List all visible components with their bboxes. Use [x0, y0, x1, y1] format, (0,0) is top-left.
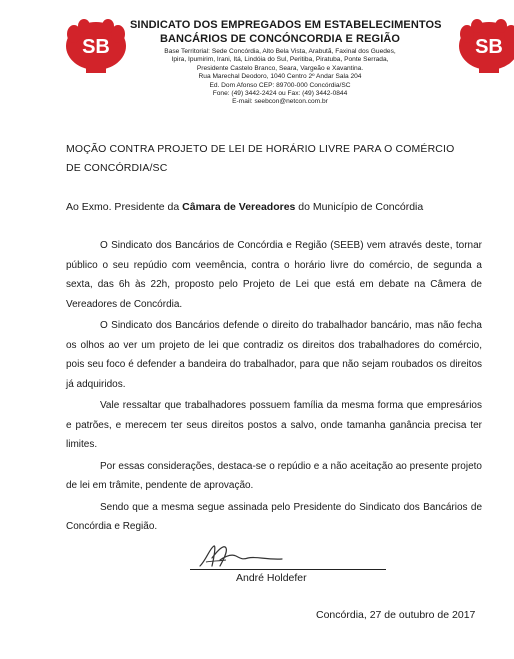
document-subject	[66, 140, 486, 178]
salutation	[66, 200, 486, 214]
sb-hand-logo-icon	[455, 14, 514, 74]
address-line: Base Territorial: Sede Concórdia, Alto Bela Vista, Arabutã, Faxinal dos Guedes,	[164, 48, 396, 55]
subject-line2: DE CONCÓRDIA/SC	[66, 162, 168, 174]
union-logo-left	[62, 14, 130, 74]
sb-hand-logo-icon	[62, 14, 130, 74]
letterhead	[130, 18, 442, 107]
body-paragraph: O Sindicato dos Bancários defende o direito do trabalhador bancário, mas não fecha os olhos ao ver um projeto de lei que contradiz os direitos dos trabalhadores do comércio, pois seu foco é defender a bandeira do trabalhador, para que não sejam roubados os direitos já adquiridos.	[66, 320, 482, 390]
signature-icon	[196, 540, 286, 572]
address-line: Presidente Castelo Branco, Seara, Vargeão e Xavantina.	[196, 64, 364, 72]
org-name-line2: BANCÁRIOS DE CONCÓNCORDIA E REGIÃO	[159, 33, 401, 45]
body-paragraph: Sendo que a mesma segue assinada pelo Presidente do Sindicato dos Bancários de Concórdia e Região.	[66, 501, 482, 532]
address-block	[130, 48, 430, 107]
subject-line1: MOÇÃO CONTRA PROJETO DE LEI DE HORÁRIO LIVRE PARA O COMÉRCIO	[66, 143, 455, 155]
email-line: E-mail: seebcon@netcon.com.br	[232, 98, 328, 106]
body-paragraph: O Sindicato dos Bancários de Concórdia e Região (SEEB) vem através deste, tornar público o seu repúdio com veemência, contra o horário livre do comércio, de segunda a sexta, das 6h às 22h, proposto pelo Projeto de Lei que está em debate na Câmera de Vereadores de Concórdia.	[66, 240, 482, 310]
handwritten-signature	[196, 540, 286, 572]
salutation-before: Ao Exmo. Presidente da	[66, 201, 183, 213]
address-line: Ipira, Ipumirim, Irani, Itá, Lindóia do Sul, Peritiba, Piratuba, Ponte Serrada,	[171, 56, 389, 64]
body-paragraph: Vale ressaltar que trabalhadores possuem família da mesma forma que empresários e patrões, e merecem ter seus direitos postos a salvo, onde tamanha ganância precisa ter limites.	[66, 400, 482, 450]
org-name-line1: SINDICATO DOS EMPREGADOS EM ESTABELECIMENTOS	[130, 19, 442, 31]
signature-line	[190, 569, 386, 570]
body-paragraph: Por essas considerações, destaca-se o repúdio e a não aceitação ao presente projeto de lei em trâmite, pendente de aprovação.	[66, 460, 482, 491]
address-line: Rua Marechal Deodoro, 1040 Centro 2º Andar Sala 204	[198, 73, 362, 81]
svg-text:SB: SB	[82, 36, 110, 58]
address-line: Fone: (49) 3442-2424 ou Fax: (49) 3442-0844	[212, 90, 348, 98]
place-and-date: Concórdia, 27 de outubro de 2017	[316, 609, 476, 621]
union-logo-right	[455, 14, 514, 74]
svg-text:SB: SB	[475, 36, 503, 58]
salutation-after: do Município de Concórdia	[295, 201, 424, 213]
signer-name: André Holdefer	[236, 572, 307, 584]
address-line: Ed. Dom Afonso CEP: 89700-000 Concórdia/SC	[209, 81, 351, 89]
salutation-bold: Câmara de Vereadores	[182, 201, 296, 213]
letter-body	[66, 236, 482, 539]
